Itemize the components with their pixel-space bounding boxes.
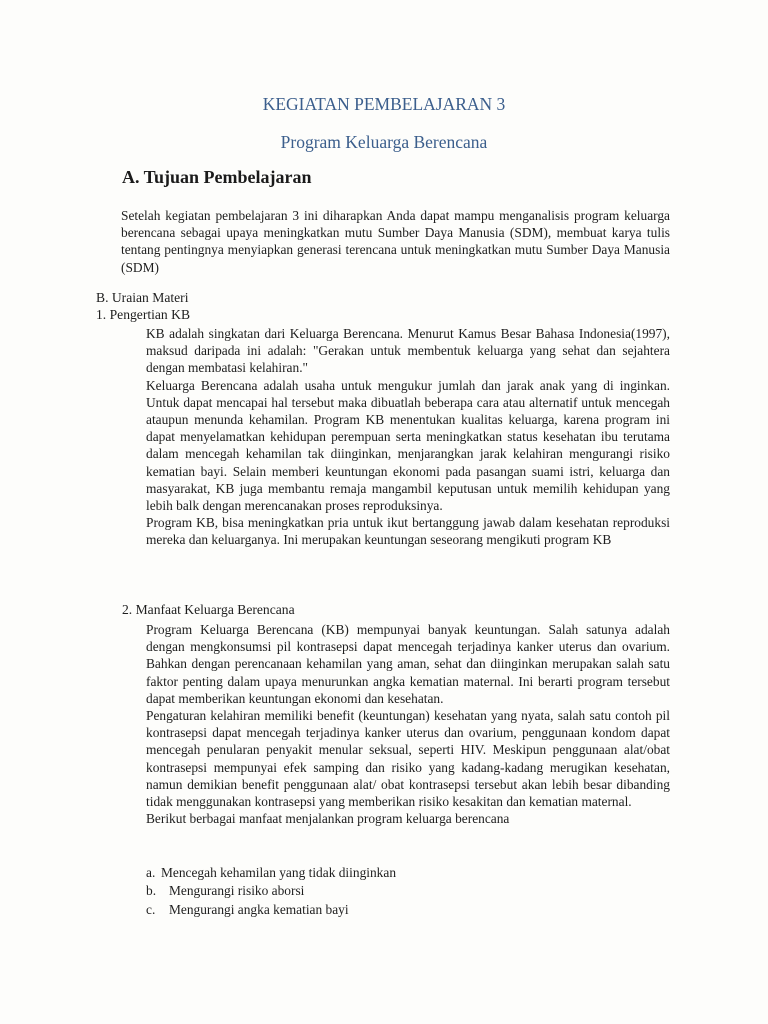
subsection-1-body	[146, 325, 670, 549]
subsection-1-heading: 1. Pengertian KB	[96, 307, 191, 322]
list-item-text: Mengurangi risiko aborsi	[169, 883, 305, 899]
list-item	[146, 864, 396, 882]
paragraph: Program Keluarga Berencana (KB) mempunyai banyak keuntungan. Salah satunya adalah dengan mengkonsumsi pil kontrasepsi dapat mencegah terjadinya kanker uterus dan ovarium. Bahkan dengan perencanaan kehamilan yang aman, sehat dan diinginkan merupakan salah satu faktor penting dalam upaya menurunkan angka kematian maternal. Ini berarti program tersebut dapat memberikan keuntungan ekonomi dan kesehatan.	[146, 622, 670, 706]
list-item-text: Mencegah kehamilan yang tidak diinginkan	[161, 865, 397, 880]
list-item	[146, 882, 396, 900]
section-b-heading: B. Uraian Materi	[96, 290, 189, 305]
document-subtitle: Program Keluarga Berencana	[280, 132, 488, 152]
list-marker: c.	[146, 901, 156, 917]
subsection-2-body	[146, 621, 670, 827]
list-marker: a.	[146, 865, 156, 880]
paragraph: Program KB, bisa meningkatkan pria untuk ikut bertanggung jawab dalam kesehatan reproduksi mereka dan keluarganya. Ini merupakan keuntungan seseorang mengikuti program KB	[146, 515, 670, 548]
section-a-paragraph: Setelah kegiatan pembelajaran 3 ini diharapkan Anda dapat mampu menganalisis program keluarga berencana sebagai upaya meningkatkan mutu Sumber Daya Manusia (SDM), membuat karya tulis tentang pentingnya menyiapkan generasi terencana untuk meningkatkan mutu Sumber Daya Manusia (SDM)	[121, 208, 670, 275]
document-title: KEGIATAN PEMBELAJARAN 3	[262, 94, 506, 114]
paragraph: Berikut berbagai manfaat menjalankan program keluarga berencana	[146, 811, 510, 827]
paragraph: KB adalah singkatan dari Keluarga Berencana. Menurut Kamus Besar Bahasa Indonesia(1997), maksud daripada ini adalah: "Gerakan untuk membentuk keluarga yang sehat dan sejahtera dengan membatasi kelahiran."	[146, 326, 670, 376]
benefit-list	[146, 864, 396, 919]
list-item-text: Mengurangi angka kematian bayi	[169, 901, 349, 917]
paragraph: Pengaturan kelahiran memiliki benefit (keuntungan) kesehatan yang nyata, salah satu contoh pil kontrasepsi dapat mencegah terjadinya kanker uterus dan ovarium, penggunaan kondom dapat mencegah penularan penyakit menular seksual, seperti HIV. Meskipun penggunaan alat/obat kontrasepsi mempunyai efek samping dan risiko yang kadang-kadang merugikan kesehatan, namun demikian benefit penggunaan alat/ obat kontrasepsi tersebut akan lebih besar dibanding tidak menggunakan kontrasepsi yang memberikan risiko kesakitan dan kematian maternal.	[146, 708, 670, 810]
list-marker: b.	[146, 883, 157, 899]
subsection-2-heading: 2. Manfaat Keluarga Berencana	[122, 602, 295, 617]
section-a-heading: A. Tujuan Pembelajaran	[122, 167, 312, 187]
paragraph: Keluarga Berencana adalah usaha untuk mengukur jumlah dan jarak anak yang di inginkan. Untuk dapat mencapai hal tersebut maka dibuatlah beberapa cara atau alternatif untuk mencegah ataupun menunda kehamilan. Program KB menentukan kualitas keluarga, karena program ini dapat menyelamatkan kehidupan perempuan serta meningkatkan status kesehatan ibu terutama dalam mencegah kehamilan tak diinginkan, menjarangkan jarak kelahiran mengurangi risiko kematian bayi. Selain memberi keuntungan ekonomi pada pasangan suami istri, keluarga dan masyarakat, KB juga membantu remaja mangambil keputusan untuk memilih kehidupan yang lebih balk dengan merencanakan proses reproduksinya.	[146, 377, 670, 514]
list-item	[146, 901, 396, 919]
